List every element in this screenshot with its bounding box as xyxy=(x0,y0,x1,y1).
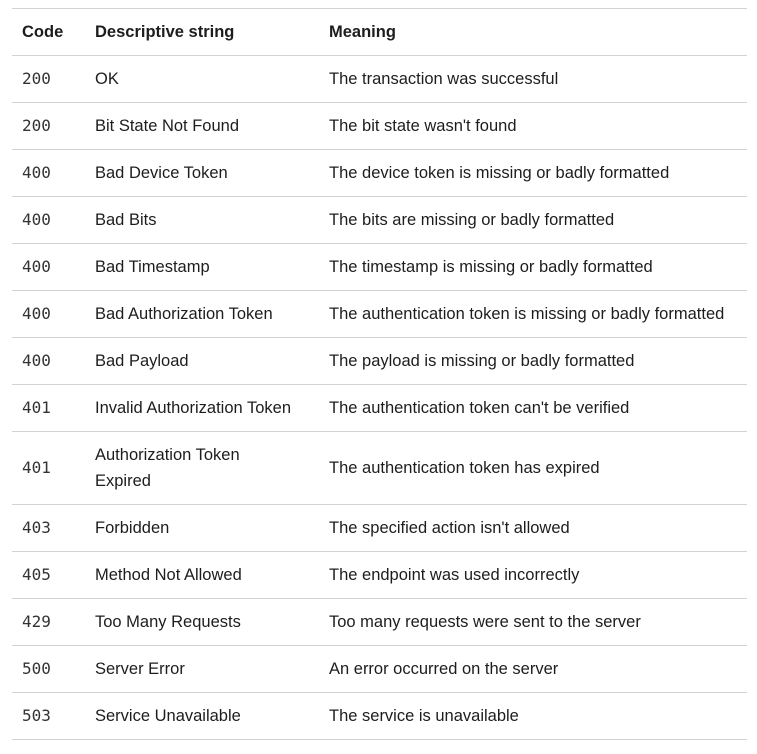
table-row xyxy=(12,599,747,646)
cell-meaning: The endpoint was used incorrectly xyxy=(319,552,747,599)
cell-meaning: Too many requests were sent to the server xyxy=(319,599,747,646)
table-row xyxy=(12,56,747,103)
cell-descriptive-string: Bad Timestamp xyxy=(85,244,319,291)
cell-descriptive-string: Bad Authorization Token xyxy=(85,291,319,338)
table-row xyxy=(12,432,747,505)
status-code-table-container xyxy=(12,8,747,740)
cell-code: 400 xyxy=(12,150,85,197)
table-row xyxy=(12,646,747,693)
cell-meaning: The specified action isn't allowed xyxy=(319,505,747,552)
header-code: Code xyxy=(12,9,85,56)
table-row xyxy=(12,291,747,338)
cell-descriptive-string: Bit State Not Found xyxy=(85,103,319,150)
cell-code: 400 xyxy=(12,338,85,385)
cell-code: 429 xyxy=(12,599,85,646)
cell-code: 400 xyxy=(12,291,85,338)
status-code-table xyxy=(12,8,747,740)
cell-meaning: The timestamp is missing or badly formatted xyxy=(319,244,747,291)
cell-descriptive-string: Authorization Token Expired xyxy=(85,432,319,505)
table-row xyxy=(12,505,747,552)
cell-code: 503 xyxy=(12,693,85,740)
cell-meaning: The bit state wasn't found xyxy=(319,103,747,150)
cell-descriptive-string: Bad Bits xyxy=(85,197,319,244)
cell-meaning: The authentication token can't be verified xyxy=(319,385,747,432)
table-row xyxy=(12,338,747,385)
table-row xyxy=(12,150,747,197)
table-row xyxy=(12,693,747,740)
cell-code: 200 xyxy=(12,103,85,150)
cell-descriptive-string: OK xyxy=(85,56,319,103)
cell-meaning: The authentication token has expired xyxy=(319,432,747,505)
cell-code: 401 xyxy=(12,385,85,432)
cell-descriptive-string: Too Many Requests xyxy=(85,599,319,646)
table-row xyxy=(12,552,747,599)
table-row xyxy=(12,103,747,150)
table-header-row xyxy=(12,9,747,56)
cell-descriptive-string: Forbidden xyxy=(85,505,319,552)
cell-meaning: The authentication token is missing or badly formatted xyxy=(319,291,747,338)
cell-descriptive-string: Server Error xyxy=(85,646,319,693)
header-descriptive-string: Descriptive string xyxy=(85,9,319,56)
cell-meaning: The payload is missing or badly formatted xyxy=(319,338,747,385)
cell-meaning: An error occurred on the server xyxy=(319,646,747,693)
cell-meaning: The device token is missing or badly formatted xyxy=(319,150,747,197)
cell-meaning: The bits are missing or badly formatted xyxy=(319,197,747,244)
table-row xyxy=(12,244,747,291)
cell-code: 405 xyxy=(12,552,85,599)
cell-code: 400 xyxy=(12,244,85,291)
table-row xyxy=(12,385,747,432)
cell-code: 200 xyxy=(12,56,85,103)
cell-meaning: The transaction was successful xyxy=(319,56,747,103)
cell-code: 500 xyxy=(12,646,85,693)
cell-code: 400 xyxy=(12,197,85,244)
cell-descriptive-string: Bad Device Token xyxy=(85,150,319,197)
header-meaning: Meaning xyxy=(319,9,747,56)
cell-descriptive-string: Service Unavailable xyxy=(85,693,319,740)
cell-code: 403 xyxy=(12,505,85,552)
table-row xyxy=(12,197,747,244)
cell-descriptive-string: Method Not Allowed xyxy=(85,552,319,599)
cell-descriptive-string: Bad Payload xyxy=(85,338,319,385)
cell-code: 401 xyxy=(12,432,85,505)
cell-meaning: The service is unavailable xyxy=(319,693,747,740)
cell-descriptive-string: Invalid Authorization Token xyxy=(85,385,319,432)
